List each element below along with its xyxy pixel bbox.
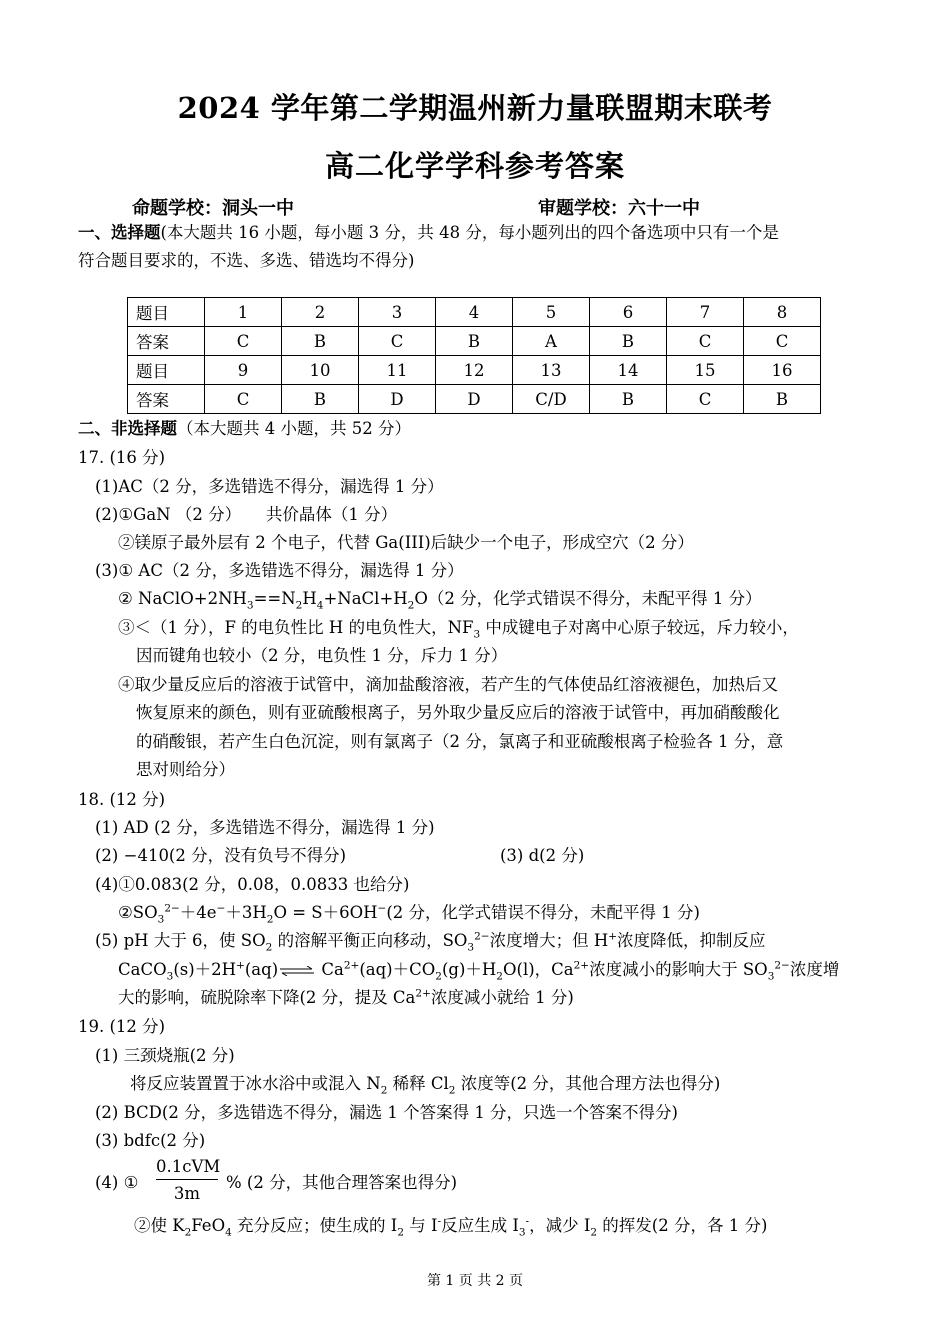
table-label: 题目: [128, 356, 205, 385]
section1-intro-2: 符合题目要求的，不选、多选、错选均不得分): [78, 251, 415, 270]
exam-subtitle: 高二化学学科参考答案: [324, 149, 625, 183]
q17-line: (2)①GaN （2 分） 共价晶体（1 分）: [95, 505, 398, 524]
table-row: [128, 298, 821, 327]
q17-line: (3)① AC（2 分，多选错选不得分，漏选得 1 分）: [95, 561, 464, 580]
q19-line: (2) BCD(2 分，多选错选不得分，漏选 1 个答案得 1 分，只选一个答案不得分): [95, 1103, 678, 1122]
table-cell: C: [667, 385, 744, 414]
fraction-numerator: 0.1cVM: [156, 1157, 221, 1176]
q17-line: 思对则给分）: [136, 760, 235, 779]
q19-line: 将反应装置置于冰水浴中或混入 $N_2$ 稀释 $Cl_2$ 浓度等(2 分，其他合理方法也得分): [130, 1074, 721, 1097]
section2-intro: 二、非选择题（本大题共 4 小题，共 52 分）: [78, 419, 411, 438]
q17-line: 的硝酸银，若产生白色沉淀，则有氯离子（2 分，氯离子和亚硫酸根离子检验各 1 分，意: [136, 732, 784, 751]
q18-line: (1) AD (2 分，多选错选不得分，漏选得 1 分): [95, 818, 435, 837]
table-cell: B: [282, 385, 359, 414]
table-label: 答案: [128, 385, 205, 414]
table-cell: C: [359, 327, 436, 356]
q18-line: (3) d(2 分): [500, 846, 585, 865]
table-cell: 10: [282, 356, 359, 385]
table-cell: 2: [282, 298, 359, 327]
table-cell: 12: [436, 356, 513, 385]
q17-line: (1)AC（2 分，多选错选不得分，漏选得 1 分）: [95, 477, 444, 496]
table-cell: C: [205, 327, 282, 356]
q19-line: (1) 三颈烧瓶(2 分): [95, 1046, 235, 1065]
table-cell: A: [513, 327, 590, 356]
q17-equation: ② $NaClO+2NH_3==N_2H_4+NaCl+H_2O(2$ 分，化学式错误不得分，未配平得 1 分）: [118, 589, 762, 612]
reviewer-school: 审题学校：六十一中: [538, 198, 700, 219]
page-footer: 第 1 页 共 2 页: [426, 1273, 524, 1289]
table-cell: 16: [744, 356, 821, 385]
q17-title: 17. (16 分): [78, 448, 166, 467]
q19-line: % (2 分，其他合理答案也得分): [226, 1173, 458, 1192]
table-cell: B: [590, 385, 667, 414]
table-cell: B: [744, 385, 821, 414]
exam-title: 2024 学年第二学期温州新力量联盟期末联考: [177, 91, 773, 125]
q17-line: ②镁原子最外层有 2 个电子，代替 Ga(III)后缺少一个电子，形成空穴（2 分）: [118, 533, 694, 552]
table-cell: C: [744, 327, 821, 356]
table-cell: 3: [359, 298, 436, 327]
table-cell: 11: [359, 356, 436, 385]
table-label: 答案: [128, 327, 205, 356]
q19-line: (3) bdfc(2 分): [95, 1131, 206, 1150]
table-cell: B: [436, 327, 513, 356]
q18-line: (5) pH 大于 6，使 $SO_2$ 的溶解平衡正向移动，$SO_3^{2-}$浓度增大；但 H+浓度降低，抑制反应: [95, 930, 766, 954]
table-cell: 1: [205, 298, 282, 327]
table-cell: 13: [513, 356, 590, 385]
table-cell: B: [590, 327, 667, 356]
section1-intro: 一、选择题(本大题共 16 小题，每小题 3 分，共 48 分，每小题列出的四个备选项中只有一个是: [78, 223, 779, 242]
q18-equation: $②SO_3^{2-}+4e^-+3H_2O = S+6OH^-(2$ 分，化学式错误不得分，未配平得 1 分): [118, 902, 700, 926]
q18-line: 大的影响，硫脱除率下降(2 分，提及 $Ca^{2+}$浓度减小就给 1 分): [118, 987, 574, 1007]
table-cell: 15: [667, 356, 744, 385]
section1-heading: 一、选择题: [78, 223, 161, 242]
table-cell: D: [436, 385, 513, 414]
table-row: [128, 356, 821, 385]
q18-line: (2) −410(2 分，没有负号不得分): [95, 846, 347, 865]
q17-line: ③＜（1 分），F 的电负性比 H 的电负性大，$NF_3$ 中成键电子对离中心原子较远，斥力较小，: [118, 618, 799, 641]
table-cell: C: [205, 385, 282, 414]
q18-line: (4)①0.083(2 分，0.08，0.0833 也给分): [95, 875, 410, 894]
section2-heading: 二、非选择题: [78, 419, 177, 438]
table-cell: B: [282, 327, 359, 356]
table-row: [128, 385, 821, 414]
equilibrium-arrow-icon: [278, 966, 316, 976]
fraction-denominator: 3m: [173, 1184, 201, 1203]
q19-title: 19. (12 分): [78, 1017, 166, 1036]
table-cell: 9: [205, 356, 282, 385]
q17-line: 因而键角也较小（2 分，电负性 1 分，斥力 1 分）: [136, 646, 508, 665]
q17-line: ④取少量反应后的溶液于试管中，滴加盐酸溶液，若产生的气体使品红溶液褪色，加热后又: [118, 675, 778, 694]
table-cell: 6: [590, 298, 667, 327]
table-cell: 5: [513, 298, 590, 327]
answer-table: [127, 297, 821, 414]
table-cell: C/D: [513, 385, 590, 414]
table-row: [128, 327, 821, 356]
proposer-school: 命题学校：洞头一中: [132, 198, 294, 219]
q18-equation: CaCO$_3$(s)＋2H+(aq) $Ca^{2+}(aq)+CO_2(g)+H_2O(l)$，$Ca^{2+}$浓度减小的影响大于 $SO_3^{2-}$浓度增: [118, 959, 840, 983]
table-cell: 7: [667, 298, 744, 327]
table-cell: 8: [744, 298, 821, 327]
q18-title: 18. (12 分): [78, 790, 166, 809]
table-cell: 14: [590, 356, 667, 385]
q19-line: (4) ①: [95, 1173, 139, 1192]
school-info: [132, 194, 852, 220]
table-cell: C: [667, 327, 744, 356]
table-cell: D: [359, 385, 436, 414]
table-cell: 4: [436, 298, 513, 327]
fraction-expression: [156, 1157, 221, 1203]
q17-line: 恢复原来的颜色，则有亚硫酸根离子，另外取少量反应后的溶液于试管中，再加硝酸酸化: [136, 703, 780, 722]
table-label: 题目: [128, 298, 205, 327]
q19-line: ②使 $K_2FeO_4$ 充分反应；使生成的 $I_2$ 与 I-反应生成 $I_3^-$，减少 $I_2$ 的挥发(2 分，各 1 分): [134, 1215, 768, 1239]
